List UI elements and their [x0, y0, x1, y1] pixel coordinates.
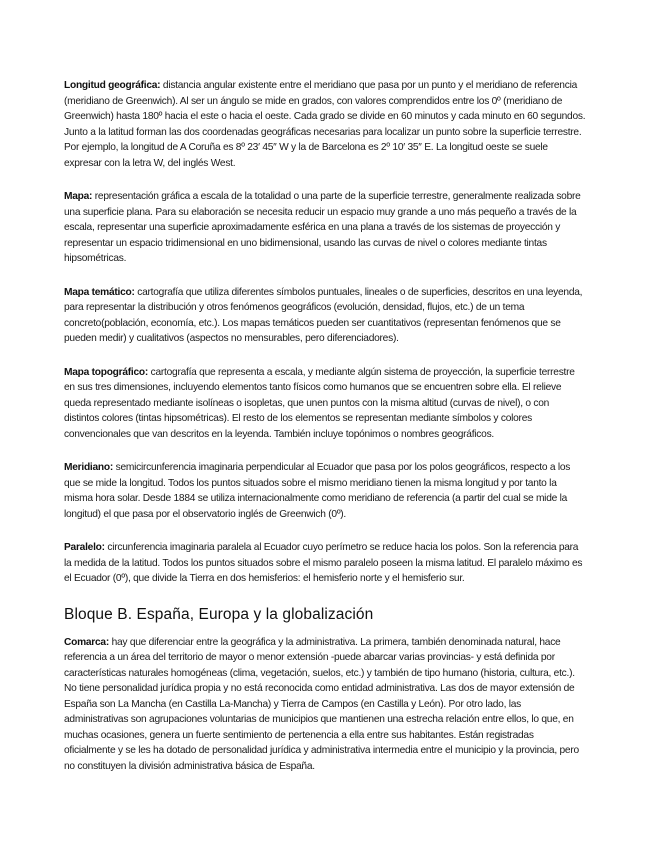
section-heading-bloque-b: Bloque B. España, Europa y la globalización	[64, 605, 374, 623]
definition-comarca: hay que diferenciar entre la geográfica y la administrativa. La primera, también denominada natural, hace referencia a un área del territorio de mayor o menor extensión -puede abarcar varias provincias- y está definida por características naturales homogéneas (clima, vegetación, suelos, etc.) y también de tipo humano (historia, cultura, etc.). No tiene personalidad jurídica propia y no está reconocida como entidad administrativa. Las dos de mayor extensión de España son La Mancha (en Castilla La-Mancha) y Tierra de Campos (en Castilla y León). Por otro lado, las administrativas son agrupaciones voluntarias de municipios que mantienen una estrecha relación entre ellos, lo que, en muchas ocasiones, genera un fuerte sentimiento de pertenencia a ella entre sus habitantes. Están registradas oficialmente y se les ha dotado de personalidad jurídica y administrativa intermedia entre el municipio y la provincia, pero no constituyen la división administrativa básica de España.	[64, 636, 579, 772]
term-comarca: Comarca:	[64, 636, 109, 648]
definition-longitud: distancia angular existente entre el meridiano que pasa por un punto y el meridiano de referencia (meridiano de Greenwich). Al ser un ángulo se mide en grados, con valores comprendidos entre los 0º (meridiano de Greenwich) hasta 180º hacia el este o hacia el oeste. Cada grado se divide en 60 minutos y cada minuto en 60 segundos. Junto a la latitud forman las dos coordenadas geográficas necesarias para localizar un punto sobre la superficie terrestre. Por ejemplo, la longitud de A Coruña es 8º 23′ 45″ W y la de Barcelona es 2º 10′ 35″ E. La longitud oeste se suele expresar con la letra W, del inglés West.	[64, 80, 586, 169]
definition-mapa: representación gráfica a escala de la totalidad o una parte de la superficie terrestre, generalmente realizada sobre una superficie plana. Para su elaboración se necesita reducir un espacio muy grande a uno más pequeño a través de la escala, representar una superficie aproximadamente esférica en una plana a través de los sistemas de proyección y representar un espacio tridimensional en uno bidimensional, usando las curvas de nivel o colores mediante tintas hipsométricas.	[64, 191, 581, 264]
definition-mapa-topografico: cartografía que representa a escala, y mediante algún sistema de proyección, la superficie terrestre en sus tres dimensiones, incluyendo elementos tanto físicos como humanos que se encuentren sobre ella. El relieve queda representado mediante isolíneas o isopletas, que unen puntos con la misma altitud (curvas de nivel), o con distintos colores (tintas hipsométricas). El resto de los elementos se representan mediante símbolos y colores convencionales que van descritos en la leyenda. También incluye topónimos o nombres geográficos.	[64, 366, 575, 440]
glossary-entry-longitud	[64, 78, 586, 171]
glossary-entry-meridiano	[64, 460, 586, 522]
definition-mapa-tematico: cartografía que utiliza diferentes símbolos puntuales, lineales o de superficies, descritos en una leyenda, para representar la distribución y otros fenómenos geográficos (evolución, densidad, flujos, etc.) de un tema concreto(población, economía, etc.). Los mapas temáticos pueden ser cuantitativos (representan fenómenos que se pueden medir) y cualitativos (aspectos no mensurables, pero diferenciadores).	[64, 286, 583, 344]
term-mapa-tematico: Mapa temático:	[64, 286, 135, 298]
term-mapa: Mapa:	[64, 191, 93, 202]
term-longitud: Longitud geográfica:	[64, 80, 161, 91]
term-mapa-topografico: Mapa topográfico:	[64, 366, 149, 378]
definition-paralelo: circunferencia imaginaria paralela al Ecuador cuyo perímetro se reduce hacia los polos. Son la referencia para la medida de la latitud. Todos los puntos situados sobre el mismo paralelo poseen la misma latitud. El paralelo máximo es el Ecuador (0º), que divide la Tierra en dos hemisferios: el hemisferio norte y el hemisferio sur.	[64, 542, 583, 584]
definition-meridiano: semicircunferencia imaginaria perpendicular al Ecuador que pasa por los polos geográficos, respecto a los que se mide la longitud. Todos los puntos situados sobre el mismo meridiano tienen la misma longitud y por tanto la misma hora solar. Desde 1884 se utiliza internacionalmente como meridiano de referencia (a partir del cual se mide la longitud) el que pasa por el observatorio inglés de Greenwich (0º).	[64, 462, 571, 520]
glossary-entry-mapa	[64, 189, 586, 267]
document-page	[64, 78, 586, 792]
glossary-entry-mapa-topografico	[64, 365, 586, 443]
glossary-entry-paralelo	[64, 540, 586, 587]
term-paralelo: Paralelo:	[64, 542, 105, 553]
glossary-entry-comarca	[64, 635, 586, 775]
glossary-entry-mapa-tematico	[64, 285, 586, 347]
term-meridiano: Meridiano:	[64, 462, 114, 473]
